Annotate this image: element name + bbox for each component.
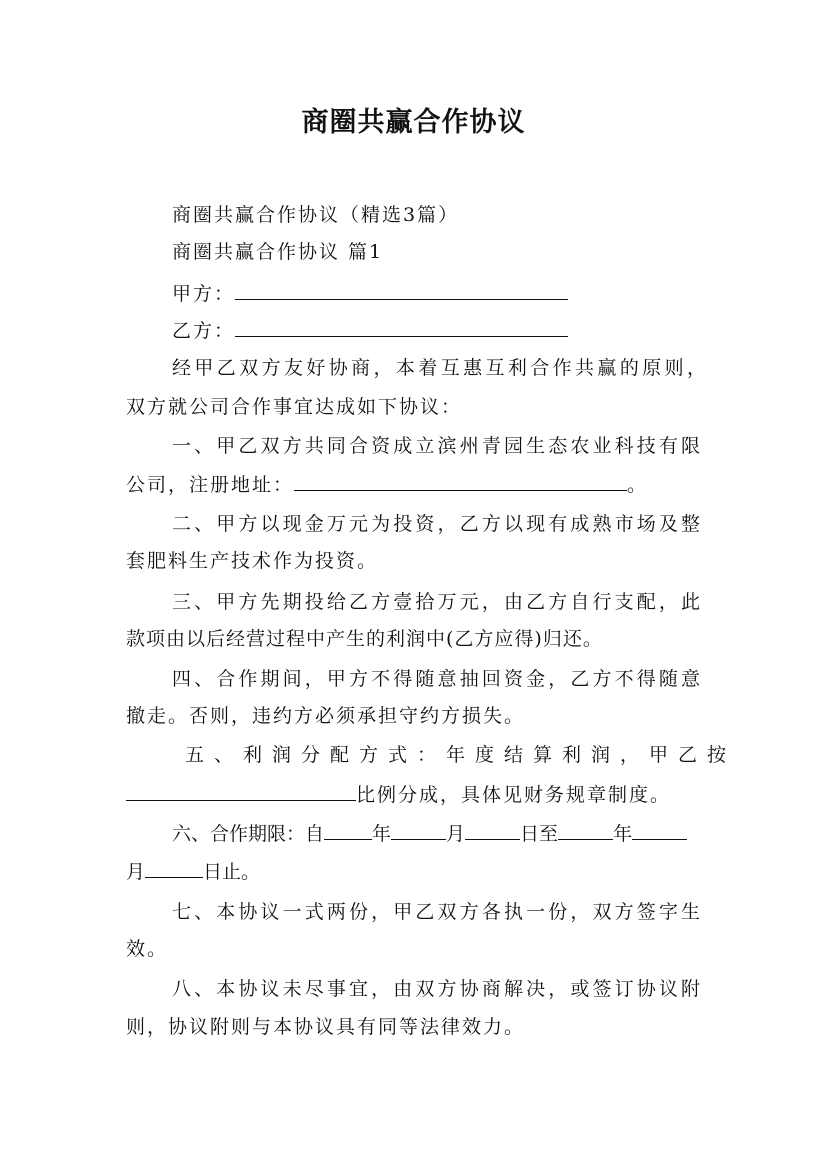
clause-8-line-1: 八、本协议未尽事宜，由双方协商解决，或签订协议附 [172,978,702,1000]
intro-line-1: 经甲乙双方友好协商，本着互惠互利合作共赢的原则， [172,357,708,379]
clause-3-line-2: 款项由以后经营过程中产生的利润中(乙方应得)归还。 [126,628,603,650]
month-label: 月 [446,823,466,845]
address-blank [294,472,627,491]
party-a-line [172,281,568,306]
ratio-blank [126,782,356,801]
end-month-label: 月 [126,861,146,883]
subtitle-line: 商圈共赢合作协议（精选3篇） [172,204,460,226]
party-a-blank [235,281,568,300]
end-year-blank [558,821,613,840]
clause-5-line-2 [126,782,671,807]
end-year-label: 年 [613,823,633,845]
start-month-blank [391,821,446,840]
end-month-blank [632,821,687,840]
party-b-label: 乙方： [172,320,236,342]
clause-2-line-1: 二、甲方以现金万元为投资，乙方以现有成熟市场及整 [172,513,702,535]
clause-1-end: 。 [627,474,649,496]
party-a-label: 甲方： [172,283,236,305]
clause-6-line-1 [172,821,687,846]
day-end-label: 日止。 [203,861,261,883]
clause-6-prefix: 六、合作期限：自 [172,823,325,845]
clause-5-line-1: 五、利润分配方式：年度结算利润，甲乙按 [185,744,737,766]
clause-4-line-1: 四、合作期间，甲方不得随意抽回资金，乙方不得随意 [172,668,702,690]
intro-line-2: 双方就公司合作事宜达成如下协议： [126,396,463,418]
party-b-blank [235,318,568,337]
clause-6-line-2 [126,859,260,884]
section-heading: 商圈共赢合作协议 篇1 [172,241,384,263]
clause-7-line-1: 七、本协议一式两份，甲乙双方各执一份，双方签字生 [172,901,702,923]
clause-4-line-2: 撤走。否则，违约方必须承担守约方损失。 [126,705,526,727]
clause-2-line-2: 套肥料生产技术作为投资。 [126,550,379,572]
start-day-blank [465,821,520,840]
year-label: 年 [372,823,392,845]
clause-3-line-1: 三、甲方先期投给乙方壹拾万元，由乙方自行支配，此 [172,591,702,613]
document-title: 商圈共赢合作协议 [301,107,526,138]
end-day-blank [145,859,203,878]
day-to-label: 日至 [520,823,559,845]
clause-1-line-1: 一、甲乙双方共同合资成立滨州青园生态农业科技有限 [172,435,702,457]
clause-7-line-2: 效。 [126,938,169,960]
party-b-line [172,318,568,343]
clause-1-address-label: 公司，注册地址： [126,474,295,496]
clause-1-line-2 [126,472,648,497]
clause-8-line-2: 则，协议附则与本协议具有同等法律效力。 [126,1016,526,1038]
start-year-blank [324,821,372,840]
clause-5-text: 比例分成，具体见财务规章制度。 [356,784,672,806]
